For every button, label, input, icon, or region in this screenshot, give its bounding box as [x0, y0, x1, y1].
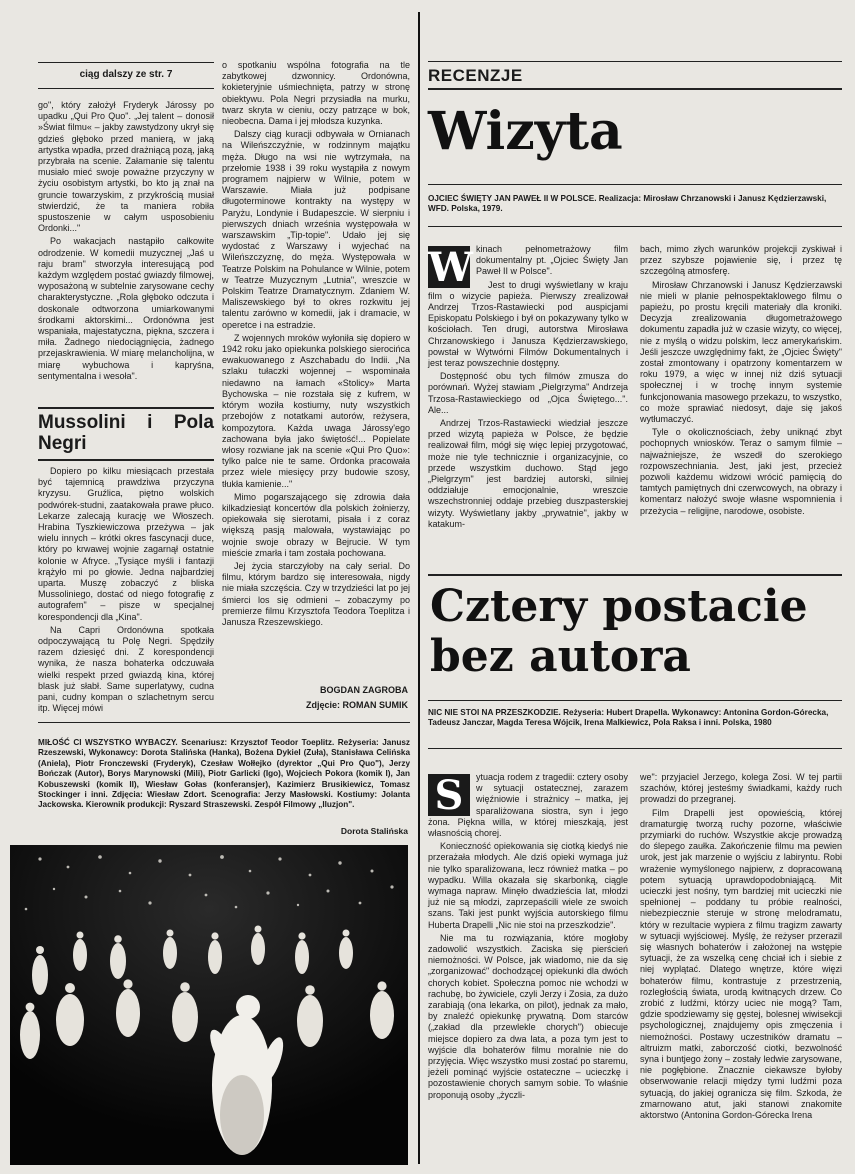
- paragraph: Po wakacjach nastąpiło całkowite odrodzenie. W komedii muzycznej „Jaś u raju bram" stworzyła interesującą pod każdym względem postać gwiazdy filmowej, wyposażoną w subtelnie zarysowane cechy charakterystyczne. „Rola głęboko odczuta i doskonale odtworzona umiarkowanymi środkami aktorskimi... Ordonówna jest wspaniała, majestatyczna, piękna, szczera i miła. Żadnego niedociągnięcia, żadnego przejaskrawienia. W miarę melancholijna, w miarę wybuchowa i kapryśna, sentymentalna i wesoła".: [38, 236, 214, 381]
- rule: [428, 700, 842, 701]
- drop-cap: W: [428, 244, 473, 291]
- review2-col-b: [640, 772, 842, 1121]
- rule: [428, 748, 842, 749]
- author-name: BOGDAN ZAGROBA: [320, 685, 408, 695]
- rule: [38, 88, 214, 89]
- title-line: bez autora: [430, 631, 691, 682]
- paragraph: kinach pełnometrażowy film dokumentalny pt. „Ojciec Święty Jan Paweł II w Polsce".: [476, 244, 628, 277]
- paragraph: o spotkaniu wspólna fotografia na tle zabytkowej dzwonnicy. Ordonówna, kokieteryjnie uśmiechnięta, patrzy w stronę obiektywu. Pola Negri przysiadła na murku, twarz skryta w cieniu, oczy patrzące w bok, nieobecna. Dama i jej młodsza kuzynka.: [222, 60, 410, 127]
- rule: [38, 722, 410, 723]
- review2-credits: NIC NIE STOI NA PRZESZKODZIE. Reżyseria: Hubert Drapella. Wykonawcy: Antonina Gordon-Górecka, Tadeusz Janczar, Magda Teresa Wójcik, Irena Malkiewicz, Pola Raksa i inni. Polska, 1980: [428, 708, 829, 728]
- paragraph: Dopiero po kilku miesiącach przestała być tajemnicą prawdziwa przyczyna kryzysu. Gruźlica, piętno wolskich podwórek-studni, zaatakowała prawe płuco. Lekarze zalecają kurację we Włoszech. Hrabina Tyszkiewiczowa przeżywa – jak wielu innych – krótki okres fascynacji duce, który po krwawej wojnie zagarnął ostatnie kolonie w Afryce. „Tysiące myśli i fantazji krążyło mi po głowie. Jedna najbardziej uparta. Muszę zobaczyć z bliska Mussoliniego, dostać od niego fotografię z autografem" – pisze w specjalnej korespondencji dla „Kina".: [38, 466, 214, 622]
- film-still-photo: [10, 845, 408, 1165]
- paragraph: Jej życia starczyłoby na cały serial. Do filmu, którym bardzo się interesowała, nigdy nie miała szczęścia. Czy w trzydzieści lat po jej śmierci los się odmieni – zobaczymy po premierze filmu Krzysztofa Teodora Toeplitza i Janusza Rzeszewskiego.: [222, 560, 410, 627]
- review2-title: [430, 582, 842, 682]
- col2-body: [222, 60, 410, 628]
- rule: [428, 61, 842, 62]
- paragraph: ytuacja rodem z tragedii: cztery osoby w sytuacji ostatecznej, zarazem więźniowie i strażnicy – matka, jej sparaliżowana siostra, syn i jego żona. Piękna willa, w której mieszkają, jest własnością chorej.: [428, 772, 628, 839]
- rule: [38, 459, 214, 461]
- rule: [428, 574, 842, 576]
- paragraph: we": przyjaciel Jerzego, kolega Zosi. W tej partii szachów, której jesteśmy świadkami, każdy ruch prowadzi do przegranej.: [640, 772, 842, 805]
- review-title: Wizyta: [428, 101, 623, 162]
- col1-body-2: [38, 466, 214, 714]
- rule: [428, 184, 842, 185]
- top-rule: [38, 62, 214, 63]
- rule: [38, 407, 214, 409]
- paragraph: Dalszy ciąg kuracji odbywała w Ornianach na Wileńszczyźnie, w rodzinnym majątku męża. Długo na wsi nie wytrzymała, na przełomie 1938 i 39 roku wystąpiła z nowym programem najpierw w Wilnie, potem w Warszawie. Miała już podpisane długoterminowe kontrakty na występy w Paryżu, Londynie i Budapeszcie. W sierpniu i pierwszych dniach września występowała w warszawskim „Tip-topie". Udało jej się wydostać z Warszawy i wyjechać na Wileńszczyznę, do męża. Występowała w Teatrze Polskim na Pohulance w Wilnie, potem w Teatrze Muzycznym „Lutnia", wreszcie w Polskim Teatrze Dramatycznym. Zdaniem W. Maliszewskiego był to okres rozkwitu jej talentu zarówno w komedii, jak i dramacie, w operetce i na estradzie.: [222, 129, 410, 330]
- paragraph: bach, mimo złych warunków projekcji zyskiwał i przez szybsze pojawienie się, i przez tę szczególną atmosferę.: [640, 244, 842, 277]
- stage-scene-image: [10, 845, 408, 1165]
- drop-cap: S: [428, 774, 470, 816]
- rule: [428, 226, 842, 227]
- photo-credit: Zdjęcie: ROMAN SUMIK: [305, 700, 408, 710]
- paragraph: Film Drapelli jest opowieścią, której dramaturgię tworzą ruchy pozorne, właściwie przymiarki do ruchów. Wszystkie akcje prowadzą do ślepego zaułka. Zakończenie filmu ma pewien urok, jest jak marzenie o wyjściu z labiryntu. Robi wrażenie wymyślonego najpierw, z dopracowaną potem sytuacją uprawdopodobniającą. Mit ucieczki jest nośny, tym bardziej mit ucieczki nie spełnionej – poddany tu próbie realności, niebezpiecznie steruje w stronę melodramatu, który w rezultacie wypiera z filmu tragizm zawarty w sytuacji wyjściowej. Myślę, że reżyser przerazil się własnych bohaterów i założonej na wstępie sytuacji, że za wszelką cenę chciał ich i siebie z niej wyplątać. Dlatego wnętrze, które więzi bohaterów filmu, kontrastuje z przestrzenią, rozległością świata, urodą kwitnących drzew. Co zrobić z ludźmi, którzy uciec nie mogą? Tam, gdzie spodziewamy się gęstej, bolesnej wiwisekcji psychologicznej, znajdujemy opis zmęczenia i niemożności. Postawy uczestników dramatu – altruizm matki, zaborczość ciotki, bezwolność syna i buntjego żony – zostały ledwie zarysowane, nie pogłębione. Znacznie ciekawsze byłoby obserwowanie relacji między tymi ludźmi poza sytuacją, do jakiej ogranicza się film. Szkoda, że zmarnowano atut, jaki stanowi znakomite aktorstwo (Antonina Gordon-Górecka Irena: [640, 807, 842, 1121]
- column-separator: [418, 12, 420, 1164]
- rule: [428, 88, 842, 90]
- title-line: Cztery postacie: [430, 581, 808, 632]
- subheading: Mussolini i Pola Negri: [38, 412, 214, 454]
- paragraph: go", który założył Fryderyk Járossy po upadku „Qui Pro Quo". „Jej talent – donosił »Świat filmu« – jakby zawstydzony ukrył się gdzieś głęboko przed manierą, w jaką artystka wpadła, przed drażniącą pozą, jaką przybrała na scenie. Załamanie się talentu musiało mieć swoje poważne przyczyny w życiu osobistym artystki, bo kto ją znał na gruncie towarzyskim, z przykrością musiał stwierdzić, że ta maniera robiła spustoszenie w całym usposobieniu Ordonki...": [38, 100, 214, 234]
- paragraph: Jest to drugi wyświetlany w kraju film o wizycie papieża. Pierwszy zrealizował Andrzej Trzos-Rastawiecki pod auspicjami Episkopatu Polskiego i był on pokazywany tylko w kościołach. Ten drugi, autorstwa Mirosława Chrzanowskiego i Janusza Kędzierzawskiego, powstał w Wytwórni Filmów Dokumentalnych i jest teraz powszechnie dostępny.: [428, 279, 628, 369]
- film-credits: MIŁOŚĆ CI WSZYSTKO WYBACZY. Scenariusz: Krzysztof Teodor Toeplitz. Reżyseria: Janusz Rzeszewski, Wykonawcy: Dorota Stalińska (Hanka), Bożena Dykiel (Zuła), Stanisława Celińska (Aniela), Piotr Fronczewski (Fryderyk), Czesław Wołłejko (dyrektor „Qui Pro Quo"), Jerzy Bończak (Autor), Borys Marynowski (Mili), Piotr Garlicki (Igo), Wojciech Pokora (komik I), Jan Kobuszewski (komik II), Wiesław Gołas (konferansjer), Kazimierz Brusikiewicz, Tomasz Stockinger i inni. Zdjęcia: Wiesław Zdort. Scenografia: Jerzy Masłowski. Kostiumy: Jolanta Jackowska. Kierownik produkcji: Ryszard Straszewski. Zespół Filmowy „Iluzjon".: [38, 738, 410, 810]
- paragraph: Na Capri Ordonówna spotkała odpoczywającą tu Polę Negri. Spędziły razem dziesięć dni. Z korespondencji wynika, że nasza bohaterka odczuwała wielki respekt przed gwiazdą kina, której blask już słabł. Same superlatywy, cudna pani, cudny kompan o szlachetnym sercu itp. Więcej mówi: [38, 624, 214, 714]
- photo-caption: Dorota Stalińska: [340, 826, 408, 836]
- paragraph: Tyle o okolicznościach, żeby uniknąć zbyt pochopnych wniosków. Teraz o samym filmie – najważniejsze, że wszedł do szerokiego rozpowszechniania. Jest, jaki jest, przecież pozwoli każdemu widzowi wrócić pamięcią do tamtych pamiętnych dni czerwcowych, na obrazy i komentarz nałożyć swoje własne wspomnienia i przeżycia – religijne, narodowe, osobiste.: [640, 427, 842, 516]
- review2-col-a: [428, 772, 628, 1101]
- paragraph: Mimo pogarszającego się zdrowia dała kilkadziesiąt koncertów dla polskich żołnierzy, opiekowała się sierotami, pisała i z coraz większą pasją malowała, wystawiając po wojnie swoje obrazy w Bejrucie. W tym mieście zmarła i tam została pochowana.: [222, 491, 410, 558]
- review-col-b: [640, 244, 842, 517]
- col1-body: [38, 100, 214, 382]
- continued-note: ciąg dalszy ze str. 7: [79, 69, 173, 80]
- paragraph: Konieczność opiekowania się ciotką kiedyś nie przerażała młodych. Ale dziś opieki wymaga już nie tylko sparaliżowana, lecz również matka – po wypadku. Willa okazała się skarbonką, ciągle wymaga napraw. Minęło dwadzieścia lat, młodzi już nie są młodzi, zaprzepaścili wiele ze swoich szans. Taki jest punkt wyjścia autorskiego filmu Huberta Drapelli „Nic nie stoi na przeszkodzie".: [428, 841, 628, 930]
- paragraph: Nie ma tu rozwiązania, które mogłoby zadowolić wszystkich. Zaciska się pierścień niemożności. W Polsce, jak wiadomo, nie da się „zorganizować" dochodzącej opiekunki dla dwóch chorych kobiet. Społeczna pomoc nie wchodzi w rachubę, bo żywiciele, czyli Jerzy i Zosia, za dużo zarabiają (ona lekarka, on pilot), jednak za mało, by znaleźć opiekunkę prywatną. Dom starców („zakład dla przewlekle chorych") obiecuje miejsce dopiero za dwa lata, a poza tym jest to wyjście dla bohaterów filmu moralnie nie do przyjęcia. Więc wszystko musi zostać po staremu, jeżeli pominąć wyjście ostateczne – ucieczkę i pozostawienie chorych samym sobie. To właśnie proponują osoby „życzli-: [428, 932, 628, 1100]
- paragraph: Andrzej Trzos-Rastawiecki wiedział jeszcze przed wizytą papieża w Polsce, że będzie realizował film, mógł się więc lepiej przygotować, może nie tyle technicznie i organizacyjnie, co przede wszystkim duchowo. Stąd jego „Pielgrzym" jest bardziej autorski, silniej oddziałuje emocjonalnie, wreszcie wszechstronniej oddaje przebieg duszpasterskiej wizyty. Wyświetlany jakby „prywatnie", jakby w katakum-: [428, 418, 628, 529]
- review-credits: OJCIEC ŚWIĘTY JAN PAWEŁ II W POLSCE. Realizacja: Mirosław Chrzanowski i Janusz Kędzierzawski, WFD. Polska, 1979.: [428, 194, 827, 214]
- review-col-a: [428, 244, 628, 530]
- paragraph: Dostępność obu tych filmów zmusza do porównań. Wyżej stawiam „Pielgrzyma" Andrzeja Trzosa-Rastawieckiego od „Ojca Świętego...". Ale...: [428, 371, 628, 415]
- paragraph: Mirosław Chrzanowski i Janusz Kędzierzawski nie mieli w planie pełnospektaklowego filmu o papieżu, po prostu kręcili materiały dla kroniki. Decyzja zrealizowania długometrażowego dokumentu zapadła już w czasie wizyty, co więcej, nie z myślą o widzu polskim, lecz amerykańskim. Jeśli jeszcze uwzględnimy fakt, że „Ojciec Święty" został zmontowany i opatrzony komentarzem w roku 1979, a więc w innej niż dziś sytuacji społecznej i w trochę innym systemie funkcjonowania masowego przekazu, to wszystko, co może sprawiać niedosyt, daje się jakoś wytłumaczyć.: [640, 279, 842, 425]
- section-label: RECENZJE: [428, 66, 523, 85]
- paragraph: Z wojennych mroków wyłoniła się dopiero w 1942 roku jako opiekunka polskiego sierocińca ewakuowanego z Aszchabadu do Indii. „Na szlaku tułaczki wojennej – wspominała niedawno na łamach «Stolicy» Marta Bychowska – nie rozstała się z kufrem, w którym woziła kostiumy, nuty wszystkich przebojów z notatkami autorów, reżysera, kompozytora. Każda uwaga Járossy'ego zachowana była jako świętość!... Popielate włosy rozwiane jak na scenie «Qui Pro Quo»: tylko palce nie te same. Ordonka pracowała przez wiele miesięcy przy budowie szosy, tłukła kamienie...": [222, 332, 410, 489]
